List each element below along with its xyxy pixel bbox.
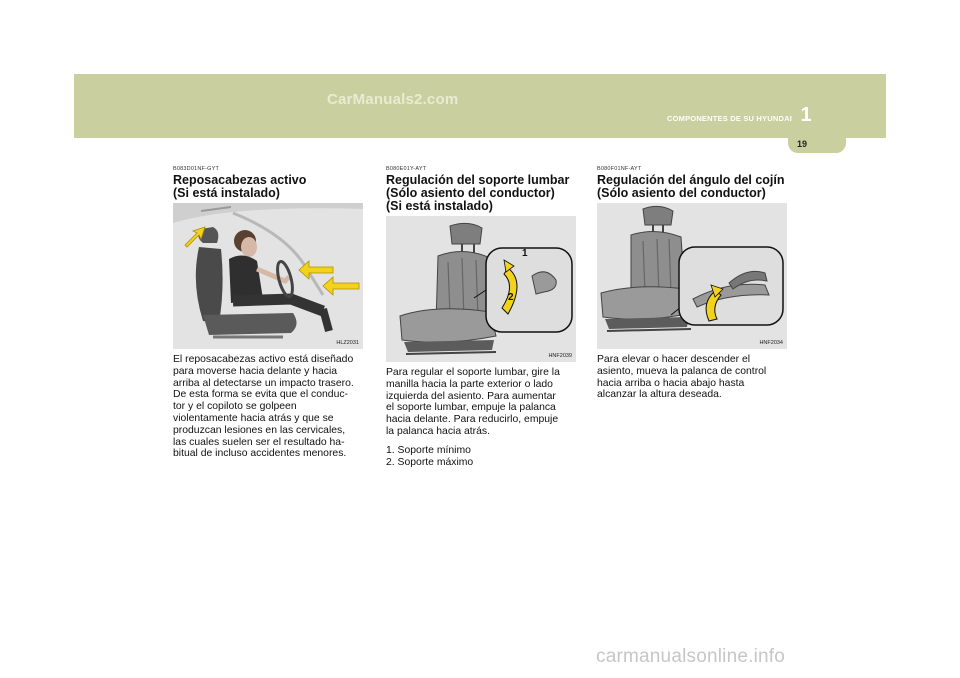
chapter-number: 1	[800, 104, 812, 126]
label-min: 1	[522, 248, 528, 259]
section-body: Para elevar o hacer descender el asiento, mueva la palanca de control hacia arriba o hacia abajo hasta alcanzar la altura deseada.	[597, 354, 767, 401]
section-cushion-angle	[597, 166, 787, 401]
section-code: B080E01Y-AYT	[386, 166, 427, 172]
chapter-title: COMPONENTES DE SU HYUNDAI	[666, 114, 792, 123]
seat-lumbar-icon	[386, 216, 576, 362]
section-body: El reposacabezas activo está diseñado para moverse hacia delante y hacia arriba al detectarse un impacto trasero. De esta forma se evita que el conduc- tor y el copiloto se golpeen violentamente hacia atrás y que se produzcan lesiones en las cervicales, las cuales suelen ser el resultado ha- bitual de incluso accidentes menores.	[173, 354, 354, 460]
section-heading: Regulación del soporte lumbar (Sólo asiento del conductor) (Si está instalado)	[386, 173, 570, 213]
page-number: 19	[796, 139, 807, 149]
site-link[interactable]: CarManuals2.com	[327, 91, 459, 108]
label-max: 2	[508, 292, 514, 303]
list-item: 1. Soporte mínimo	[386, 444, 471, 456]
seat-cushion-icon	[597, 203, 787, 349]
lumbar-illustration	[386, 216, 576, 362]
figure-code: HLZ2031	[336, 340, 359, 346]
section-body: Para regular el soporte lumbar, gire la manilla hacia la parte exterior o lado izquierda del asiento. Para aumentar el soporte lumbar, empuje la palanca hacia delante. Para reducirlo, empuje la palanca hacia atrás.	[386, 367, 560, 437]
cushion-illustration	[597, 203, 787, 349]
section-code: B083D01NF-GYT	[173, 166, 220, 172]
section-lumbar-support	[386, 166, 576, 468]
header-band	[74, 74, 886, 138]
section-heading: Reposacabezas activo (Si está instalado)	[173, 173, 307, 200]
list-item: 2. Soporte máximo	[386, 456, 474, 468]
figure-code: HNF2039	[548, 353, 572, 359]
section-active-headrest	[173, 166, 363, 460]
headrest-illustration	[173, 203, 363, 349]
support-list	[386, 445, 576, 469]
driver-seat-icon	[173, 203, 363, 349]
section-code: B080F01NF-AYT	[597, 166, 642, 172]
footer-watermark[interactable]: carmanualsonline.info	[596, 646, 786, 667]
section-heading: Regulación del ángulo del cojín (Sólo asiento del conductor)	[597, 173, 785, 200]
figure-code: HNF2034	[759, 340, 783, 346]
